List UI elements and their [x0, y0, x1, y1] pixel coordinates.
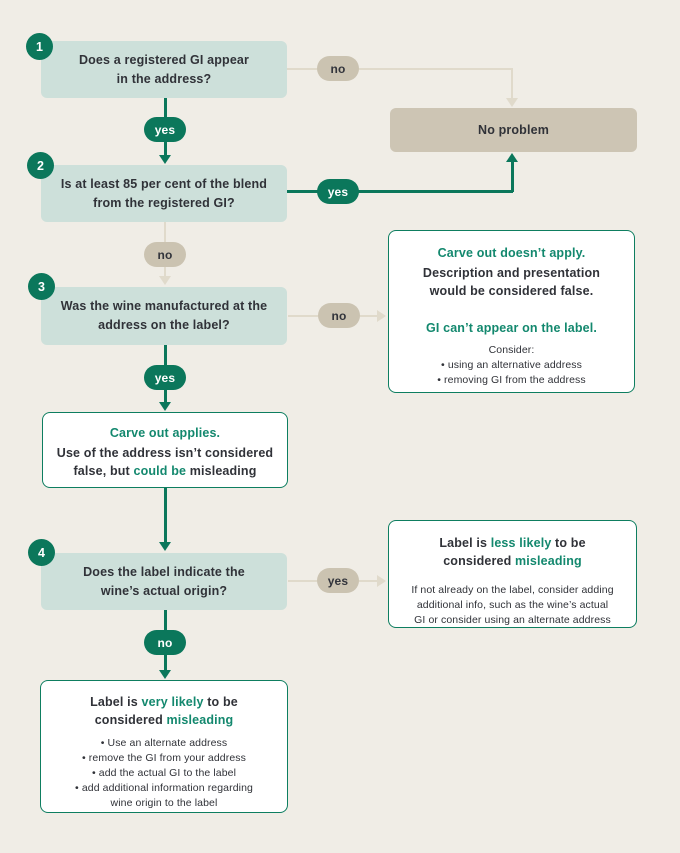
less-likely-body1: If not already on the label, consider adding: [411, 584, 614, 596]
badge-q1-no: no: [317, 56, 359, 81]
very-likely-bullet5: wine origin to the label: [110, 797, 218, 809]
very-likely-title-line1: [90, 693, 238, 711]
step-4-circle: 4: [28, 539, 55, 566]
question-3-line2: address on the label?: [98, 318, 230, 332]
carve-out-not-apply-box: [388, 230, 635, 393]
question-4-box: [41, 553, 287, 610]
very-likely-t1-pre: Label is: [90, 695, 142, 709]
question-2-line1: Is at least 85 per cent of the blend: [60, 176, 268, 191]
badge-q4-yes: yes: [317, 568, 359, 593]
question-4-line1: Does the label indicate the: [83, 564, 245, 579]
arrowhead-down-icon: [159, 670, 171, 679]
very-likely-t1-highlight: very likely: [141, 695, 204, 709]
question-1-line2: in the address?: [116, 71, 212, 86]
no-problem-label: No problem: [478, 123, 549, 137]
less-likely-t1-post: to be: [551, 536, 586, 550]
less-likely-t2-highlight: misleading: [515, 554, 582, 568]
applies-title: Carve out applies.: [109, 426, 221, 440]
question-2-line2: from the registered GI?: [93, 195, 235, 210]
very-likely-title-line2: [95, 711, 234, 729]
very-likely-bullet2: • remove the GI from your address: [82, 752, 246, 764]
very-likely-bullet4: • add additional information regarding: [75, 782, 253, 794]
less-likely-t1-pre: Label is: [439, 536, 491, 550]
question-2-box: [41, 165, 287, 222]
step-3-circle: 3: [28, 273, 55, 300]
carve-out-applies-box: [42, 412, 288, 488]
question-3-line1: Was the wine manufactured at the: [60, 299, 268, 313]
step-2-circle: 2: [27, 152, 54, 179]
applies-line2-post: misleading: [186, 464, 257, 478]
applies-line2: [73, 462, 256, 480]
connector-q1-no-vertical: [511, 68, 513, 98]
step-1-circle: 1: [26, 33, 53, 60]
very-likely-bullet3: • add the actual GI to the label: [91, 767, 237, 779]
applies-line2-highlight: could be: [133, 464, 187, 478]
applies-line2-pre: false, but: [73, 464, 134, 478]
badge-q3-no: no: [318, 303, 360, 328]
arrowhead-down-icon: [506, 98, 518, 107]
not-apply-subtitle: GI can’t appear on the label.: [425, 321, 598, 335]
no-problem-box: [390, 108, 637, 152]
question-3-box: [41, 287, 287, 345]
applies-line1: Use of the address isn’t considered: [56, 446, 274, 460]
very-likely-bullet1: • Use an alternate address: [100, 737, 228, 749]
question-4-line2: wine’s actual origin?: [100, 583, 228, 598]
not-apply-body2: would be considered false.: [429, 284, 594, 298]
less-likely-body2: additional info, such as the wine’s actual: [416, 599, 609, 611]
less-likely-t2-pre: considered: [443, 554, 515, 568]
not-apply-bullet2: • removing GI from the address: [437, 374, 586, 386]
badge-q3-yes: yes: [144, 365, 186, 390]
badge-q4-no: no: [144, 630, 186, 655]
badge-q2-no: no: [144, 242, 186, 267]
very-likely-t2-highlight: misleading: [166, 713, 234, 727]
arrowhead-right-icon: [377, 575, 386, 587]
arrowhead-down-icon: [159, 276, 171, 285]
less-likely-title-line1: [439, 534, 585, 552]
arrowhead-right-icon: [377, 310, 386, 322]
arrowhead-down-icon: [159, 155, 171, 164]
connector-q2-yes-vertical: [511, 162, 514, 192]
very-likely-t1-post: to be: [203, 695, 238, 709]
less-likely-t1-highlight: less likely: [490, 536, 552, 550]
less-likely-body3: GI or consider using an alternate address: [414, 614, 611, 626]
connector-applies-q4-vertical: [164, 488, 167, 542]
question-1-line1: Does a registered GI appear: [78, 52, 250, 67]
not-apply-body1: Description and presentation: [422, 266, 601, 280]
not-apply-consider: Consider:: [488, 344, 535, 356]
arrowhead-down-icon: [159, 542, 171, 551]
very-likely-box: [40, 680, 288, 813]
very-likely-t2-pre: considered: [94, 713, 167, 727]
less-likely-title-line2: [443, 552, 582, 570]
not-apply-title: Carve out doesn’t apply.: [437, 246, 586, 260]
less-likely-box: [388, 520, 637, 628]
arrowhead-down-icon: [159, 402, 171, 411]
badge-q1-yes: yes: [144, 117, 186, 142]
not-apply-bullet1: • using an alternative address: [441, 359, 582, 371]
badge-q2-yes: yes: [317, 179, 359, 204]
arrowhead-up-icon: [506, 153, 518, 162]
question-1-box: [41, 41, 287, 98]
